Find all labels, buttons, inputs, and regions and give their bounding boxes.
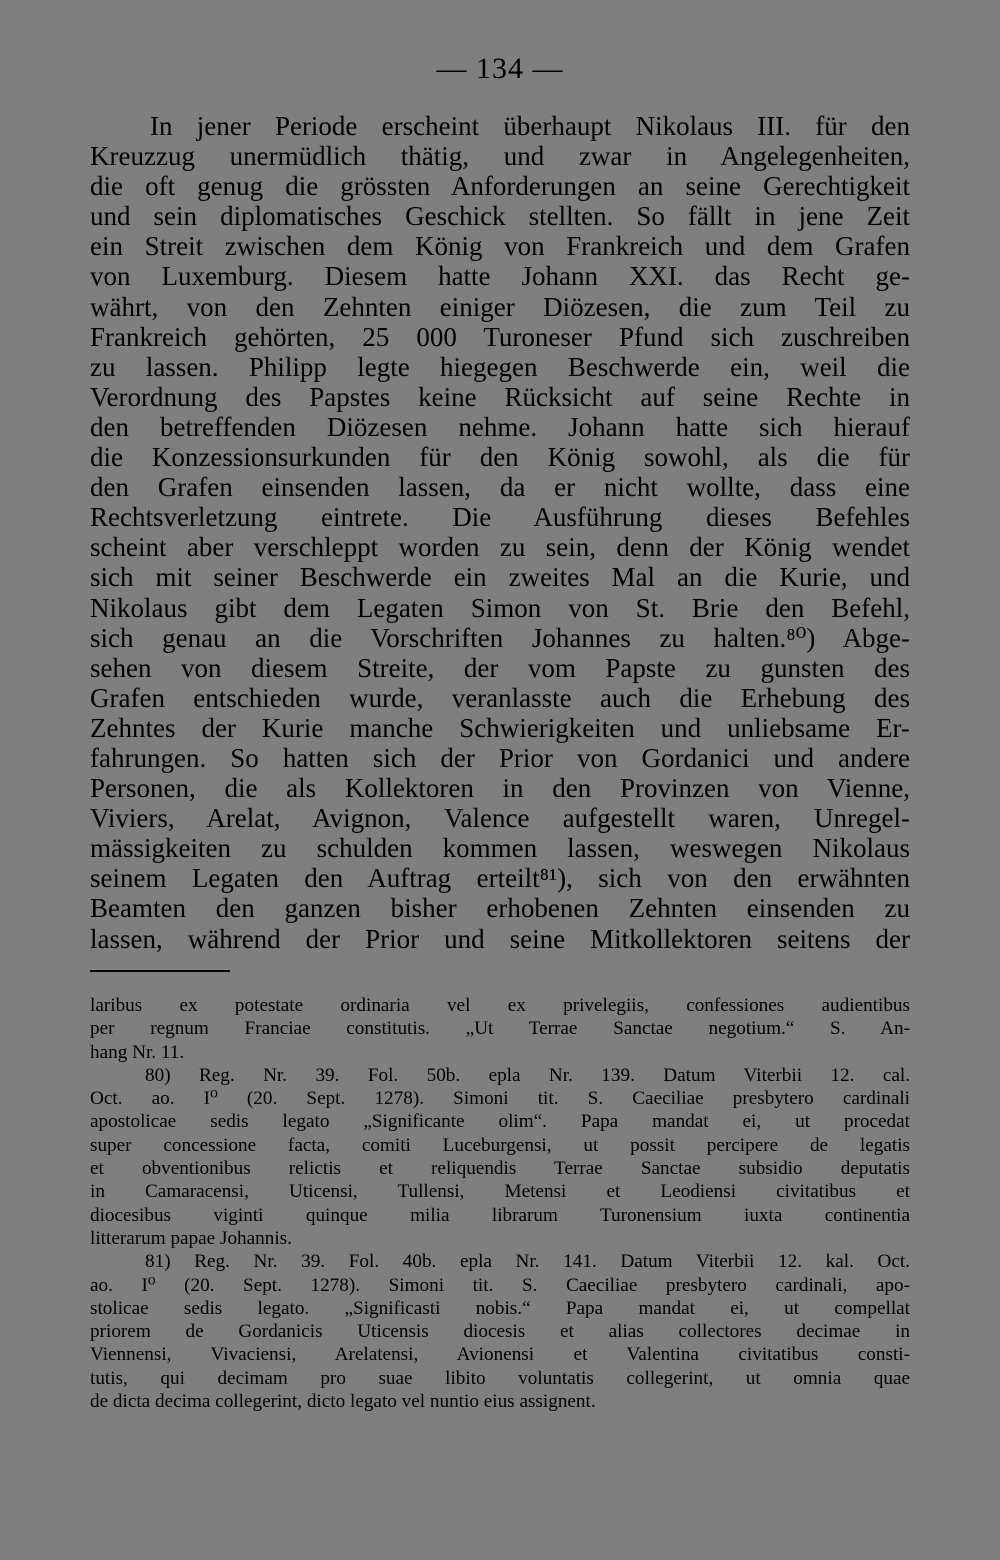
footnote-80-line: 80) Reg. Nr. 39. Fol. 50b. epla Nr. 139. Datum Viterbii 12. cal. <box>145 1064 910 1086</box>
text-line: sich genau an die Vorschriften Johannes zu halten.⁸⁰) Abge- <box>90 622 910 653</box>
text-line: Kreuzzug unermüdlich thätig, und zwar in Angelegenheiten, <box>90 141 910 172</box>
footnote-line: et obventionibus relictis et reliquendis Terrae Sanctae subsidio deputatis <box>90 1158 910 1180</box>
text-line: währt, von den Zehnten einiger Diözesen, die zum Teil zu <box>90 291 910 322</box>
footnote-line: apostolicae sedis legato „Significante olim“. Papa mandat ei, ut procedat <box>90 1111 910 1133</box>
text-line: Personen, die als Kollektoren in den Provinzen von Vienne, <box>90 773 910 804</box>
text-line: sich mit seiner Beschwerde ein zweites Mal an die Kurie, und <box>90 562 910 593</box>
text-line: Frankreich gehörten, 25 000 Turoneser Pfund sich zuschreiben <box>90 321 910 352</box>
page-number: — 134 — <box>436 52 564 85</box>
text-line: Zehntes der Kurie manche Schwierigkeiten und unliebsame Er- <box>90 712 910 743</box>
text-line: In jener Periode erscheint überhaupt Nikolaus III. für den <box>150 111 910 141</box>
text-line: Viviers, Arelat, Avignon, Valence aufgestellt waren, Unregel- <box>90 803 910 834</box>
text-line: Verordnung des Papstes keine Rücksicht auf seine Rechte in <box>90 381 910 412</box>
text-line: den Grafen einsenden lassen, da er nicht wollte, dass eine <box>90 472 910 503</box>
main-text <box>90 111 910 954</box>
text-line: seinem Legaten den Auftrag erteilt⁸¹), sich von den erwähnten <box>90 863 910 894</box>
footnote-line: laribus ex potestate ordinaria vel ex privelegiis, confessiones audientibus <box>90 995 910 1016</box>
text-line: lassen, während der Prior und seine Mitkollektoren seitens der <box>90 923 910 954</box>
text-line: von Luxemburg. Diesem hatte Johann XXI. das Recht ge- <box>90 261 910 292</box>
footnote-81-line: 81) Reg. Nr. 39. Fol. 40b. epla Nr. 141. Datum Viterbii 12. kal. Oct. <box>145 1251 910 1273</box>
footnote-line: Viennensi, Vivaciensi, Arelatensi, Avionensi et Valentina civitatibus consti- <box>90 1344 910 1366</box>
footnote-line: per regnum Franciae constitutis. „Ut Terrae Sanctae negotium.“ S. An- <box>90 1018 910 1040</box>
footnote-line: priorem de Gordanicis Uticensis diocesis et alias collectores decimae in <box>90 1321 910 1343</box>
text-line: den betreffenden Diözesen nehme. Johann hatte sich hierauf <box>90 411 910 442</box>
footnote-line: stolicae sedis legato. „Significasti nobis.“ Papa mandat ei, ut compellat <box>90 1297 910 1319</box>
text-line: sehen von diesem Streite, der vom Papste zu gunsten des <box>90 652 910 683</box>
text-line: die oft genug die grössten Anforderungen an seine Gerechtigkeit <box>90 171 910 202</box>
text-line: Rechtsverletzung eintrete. Die Ausführung dieses Befehles <box>90 502 910 533</box>
footnote-line: ao. I⁰ (20. Sept. 1278). Simoni tit. S. Caeciliae presbytero cardinali, apo- <box>90 1274 910 1296</box>
footnote-divider <box>90 970 230 972</box>
footnote-line: in Camaracensi, Uticensi, Tullensi, Metensi et Leodiensi civitatibus et <box>90 1181 910 1203</box>
footnote-line: super concessione facta, comiti Luceburgensi, ut possit percipere de legatis <box>90 1134 910 1156</box>
footnote-line: tutis, qui decimam pro suae libito voluntatis collegerint, ut omnia quae <box>90 1367 910 1389</box>
footnote-line: de dicta decima collegerint, dicto legato vel nuntio eius assignent. <box>90 1391 596 1413</box>
text-line: zu lassen. Philipp legte hiegegen Beschwerde ein, weil die <box>90 351 910 382</box>
text-line: Beamten den ganzen bisher erhobenen Zehnten einsenden zu <box>90 893 910 924</box>
footnote-line: hang Nr. 11. <box>90 1041 185 1063</box>
text-line: fahrungen. So hatten sich der Prior von Gordanici und andere <box>90 742 910 773</box>
text-line: mässigkeiten zu schulden kommen lassen, weswegen Nikolaus <box>90 833 910 864</box>
footnotes <box>90 994 910 1413</box>
text-line: die Konzessionsurkunden für den König sowohl, als die für <box>90 442 910 473</box>
footnote-line: litterarum papae Johannis. <box>90 1227 292 1249</box>
text-line: und sein diplomatisches Geschick stellten. So fällt in jene Zeit <box>90 201 910 232</box>
text-line: scheint aber verschleppt worden zu sein, denn der König wendet <box>90 532 910 563</box>
footnote-line: Oct. ao. I⁰ (20. Sept. 1278). Simoni tit. S. Caeciliae presbytero cardinali <box>90 1088 910 1110</box>
text-line: Nikolaus gibt dem Legaten Simon von St. Brie den Befehl, <box>90 592 910 623</box>
text-line: Grafen entschieden wurde, veranlasste auch die Erhebung des <box>90 682 910 713</box>
text-line: ein Streit zwischen dem König von Frankreich und dem Grafen <box>90 231 910 262</box>
footnote-line: diocesibus viginti quinque milia librarum Turonensium iuxta continentia <box>90 1204 910 1226</box>
